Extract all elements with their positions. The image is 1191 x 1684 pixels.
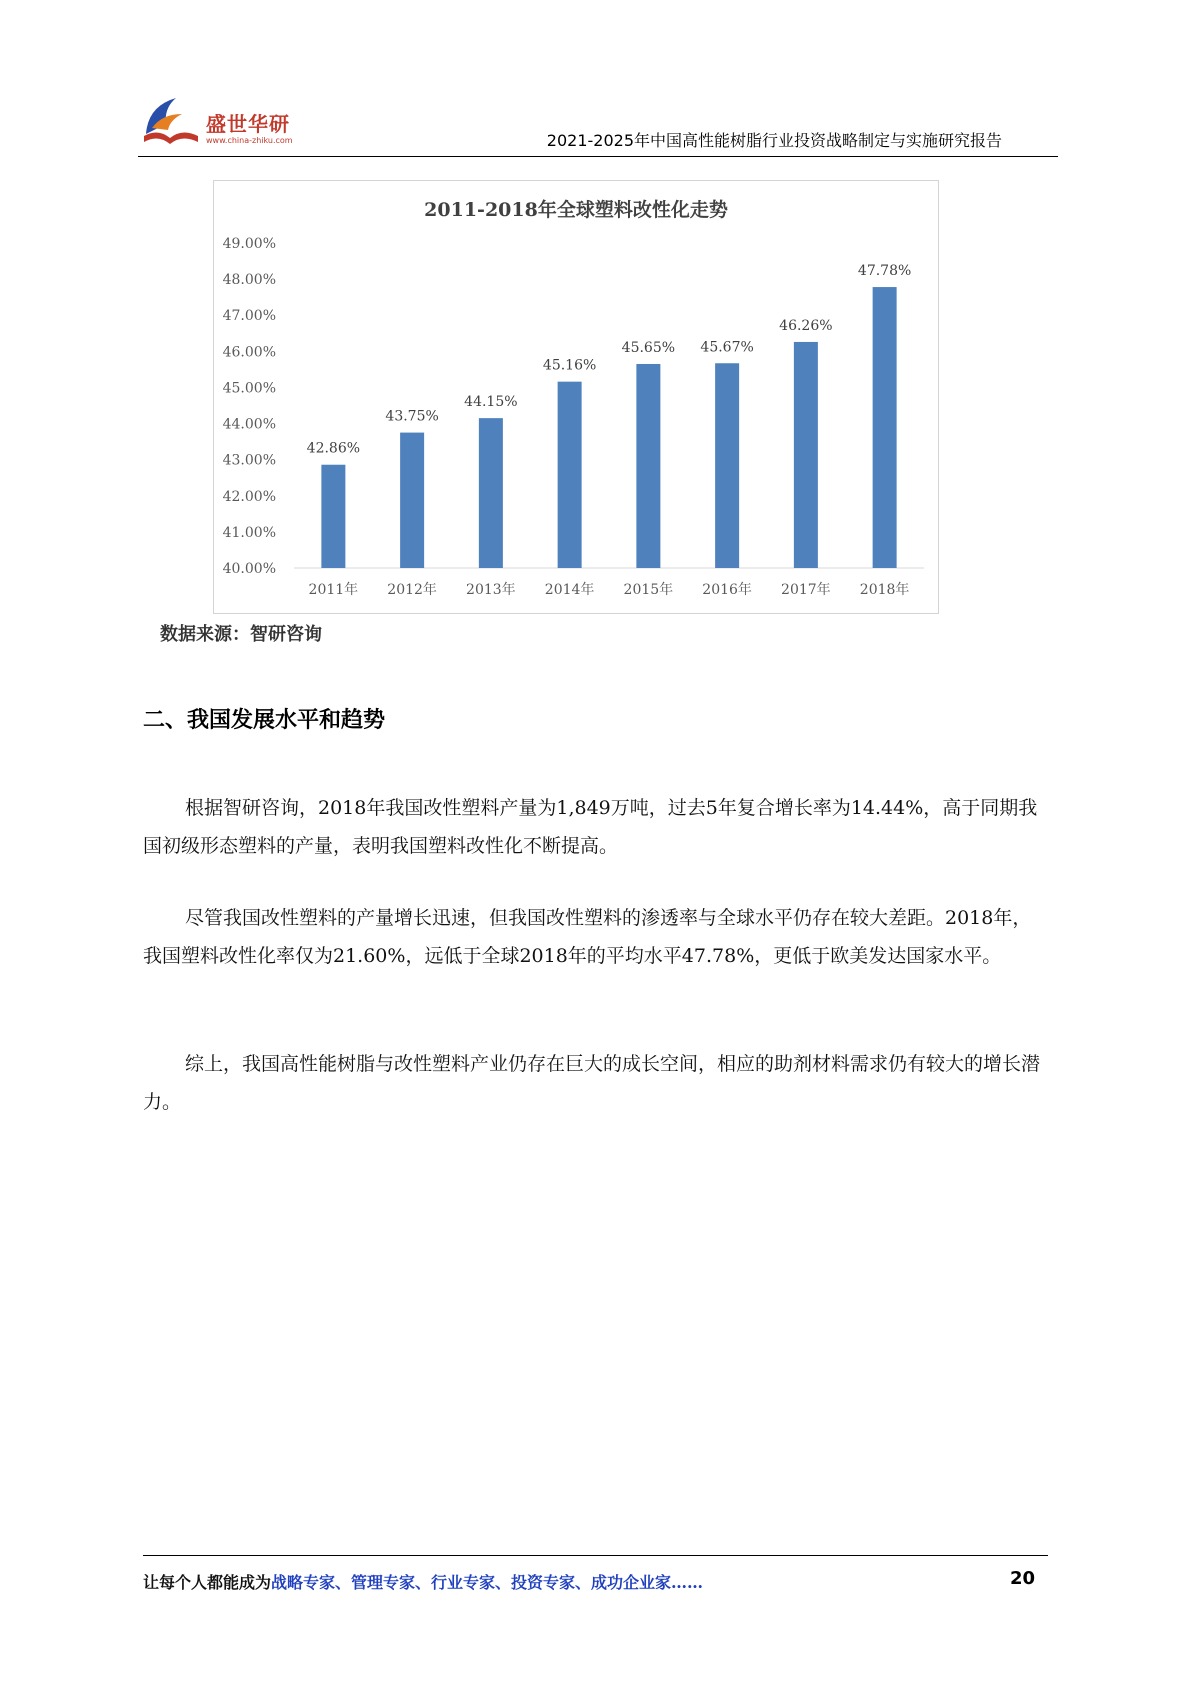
y-tick-label: 44.00%	[222, 416, 276, 433]
y-tick-label: 46.00%	[222, 344, 276, 361]
bar	[636, 364, 660, 568]
bar	[715, 363, 739, 568]
paragraph-3: 综上，我国高性能树脂与改性塑料产业仍存在巨大的成长空间，相应的助剂材料需求仍有较大的增长潜力。	[143, 1053, 1041, 1113]
chart-frame	[213, 180, 939, 614]
report-title: 2021-2025年中国高性能树脂行业投资战略制定与实施研究报告	[546, 131, 1002, 150]
footer-slogan	[143, 1570, 703, 1593]
data-label: 46.26%	[779, 317, 833, 334]
y-tick-label: 41.00%	[222, 524, 276, 541]
page-number: 20	[1010, 1568, 1036, 1589]
y-tick-label: 40.00%	[222, 561, 276, 577]
data-label: 45.65%	[621, 339, 676, 356]
bar	[794, 342, 818, 568]
x-axis	[309, 581, 910, 598]
y-tick-label: 43.00%	[222, 452, 276, 469]
logo-url: www.china-zhiku.com	[206, 136, 293, 145]
paragraph-1: 根据智研咨询，2018年我国改性塑料产量为1,849万吨，过去5年复合增长率为14.44%，高于同期我国初级形态塑料的产量，表明我国塑料改性化不断提高。	[143, 797, 1038, 857]
bar	[479, 418, 503, 568]
header-divider	[138, 156, 1058, 157]
x-tick-label: 2011年	[308, 582, 359, 598]
x-tick-label: 2017年	[781, 582, 831, 598]
x-tick-label: 2014年	[544, 582, 595, 598]
data-label: 43.75%	[385, 408, 439, 425]
bar-series	[307, 263, 912, 568]
chart-title: 2011-2018年全球塑料改性化走势	[424, 199, 728, 221]
section-title: 二、我国发展水平和趋势	[143, 708, 386, 733]
company-logo	[138, 84, 308, 154]
x-tick-label: 2012年	[387, 582, 437, 598]
x-tick-label: 2015年	[623, 582, 674, 598]
x-tick-label: 2018年	[859, 582, 910, 598]
footer-highlight: 战略专家、管理专家、行业专家、投资专家、成功企业家……	[271, 1573, 704, 1592]
bar	[321, 465, 345, 568]
x-tick-label: 2016年	[702, 582, 752, 598]
bar	[558, 382, 582, 568]
bar	[400, 433, 424, 568]
logo-text: 盛世华研	[206, 112, 290, 136]
data-label: 42.86%	[306, 440, 361, 457]
y-tick-label: 42.00%	[222, 488, 276, 505]
paragraph-2: 尽管我国改性塑料的产量增长迅速，但我国改性塑料的渗透率与全球水平仍存在较大差距。2018年，我国塑料改性化率仅为21.60%，远低于全球2018年的平均水平47.78%，更低于欧美发达国家水平。	[143, 907, 1032, 967]
data-source: 数据来源：智研咨询	[160, 624, 322, 645]
y-tick-label: 45.00%	[222, 380, 276, 397]
x-tick-label: 2013年	[466, 582, 516, 598]
footer-prefix: 让每个人都能成为	[143, 1573, 272, 1592]
page-header	[138, 78, 1058, 158]
data-label: 47.78%	[857, 263, 912, 280]
y-tick-label: 48.00%	[222, 272, 276, 289]
data-label: 45.67%	[700, 339, 754, 356]
bar	[873, 287, 897, 568]
data-label: 45.16%	[542, 357, 597, 374]
y-tick-label: 49.00%	[222, 236, 276, 252]
data-label: 44.15%	[464, 394, 518, 411]
y-axis	[223, 236, 276, 577]
bar-chart	[214, 181, 938, 613]
footer-divider	[143, 1555, 1048, 1556]
y-tick-label: 47.00%	[222, 308, 276, 325]
logo-book-icon	[138, 84, 204, 154]
